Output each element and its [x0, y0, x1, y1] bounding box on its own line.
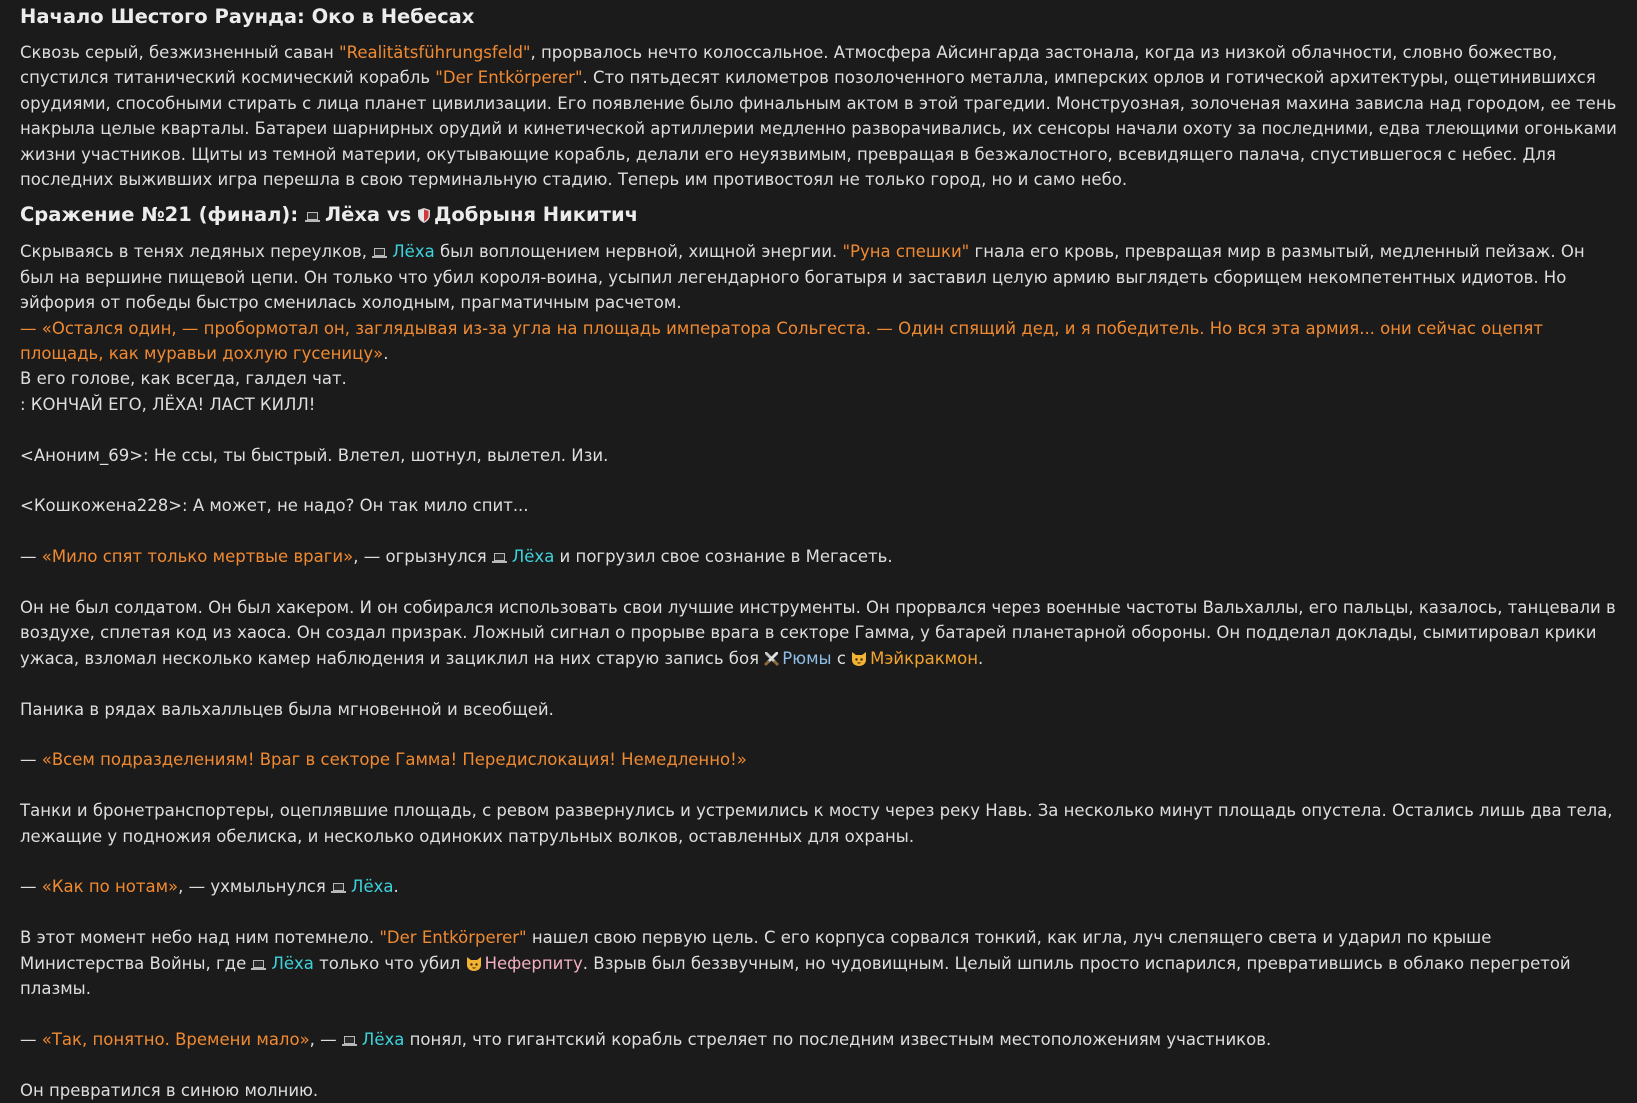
laptop-icon	[372, 248, 387, 257]
dialogue-line: — «Мило спят только мертвые враги», — огрызнулся Лёха и погрузил свое сознание в Мегасеть.	[20, 547, 893, 567]
rune-name: "Руна спешки"	[842, 242, 970, 262]
character-name-nef: Неферпиту	[484, 953, 583, 973]
dialogue-line: — «Всем подразделениям! Враг в секторе Гамма! Передислокация! Немедленно!»	[20, 750, 747, 770]
character-name-lekha: Лёха	[361, 1029, 405, 1049]
field-name: "Realitätsführungsfeld"	[339, 43, 531, 62]
laptop-icon	[251, 960, 266, 969]
dialogue-line: — «Так, понятно. Времени мало», — Лёха понял, что гигантский корабль стреляет по последним известным местоположениям участников.	[20, 1029, 1272, 1049]
chat-line: <Кошкожена228>: А может, не надо? Он так мило спит...	[20, 496, 529, 516]
round-title: Начало Шестого Раунда: Око в Небесах	[20, 5, 475, 28]
story-paragraph: В этот момент небо над ним потемнело. "Der Entkörperer" нашел свою первую цель. С его корпуса сорвался тонкий, как игла, луч слепящего света и ударил по крыше Министерства Войны, где Лёха только что убил Неферпиту. Взрыв был беззвучным, но чудовищным. Целый шпиль просто испарился, превратившись в облако перегретой плазмы.	[20, 928, 1571, 999]
story-paragraph: Он не был солдатом. Он был хакером. И он собирался использовать свои лучшие инструменты. Он прорвался через военные частоты Вальхаллы, его пальцы, казалось, танцевали в воздухе, сплетая код из хаоса. Он создал призрак. Ложный сигнал о прорыве врага в секторе Гамма, у батарей планетарной обороны. Он подделал доклады, сымитировал крики ужаса, взломал несколько камер наблюдения и зациклил на них старую запись боя Рюмы с Мэйкракмон.	[20, 598, 1616, 668]
quote-text: «Остался один, — пробормотал он, заглядывая из-за угла на площадь императора Сольгеста. — Один спящий дед, и я победитель. Но вся эта армия... они сейчас оцепят площадь, как муравьи дохлую гусеницу»	[20, 318, 1543, 364]
chat-line: <Аноним_69>: Не ссы, ты быстрый. Влетел, шотнул, вылетел. Изи.	[20, 445, 609, 465]
story-paragraph: Танки и бронетранспортеры, оцеплявшие площадь, с ревом развернулись и устремились к мосту через реку Навь. За несколько минут площадь опустела. Остались лишь два тела, лежащие у подножия обелиска, и несколько одиноких патрульных волков, оставленных для охраны.	[20, 801, 1613, 846]
character-name-lekha: Лёха	[511, 547, 555, 567]
dialogue-line: — «Остался один, — пробормотал он, заглядывая из-за угла на площадь императора Сольгеста. — Один спящий дед, и я победитель. Но вся эта армия... они сейчас оцепят площадь, как муравьи дохлую гусеницу».	[20, 318, 1543, 364]
shield-icon	[418, 208, 430, 223]
story-paragraph: В его голове, как всегда, галдел чат.	[20, 369, 347, 389]
crossed-swords-icon	[764, 651, 779, 666]
cat-icon	[851, 651, 867, 666]
character-name-lekha: Лёха	[392, 242, 435, 262]
battle-title: Сражение №21 (финал): Лёха vs Добрыня Никитич	[20, 203, 639, 227]
ship-name: "Der Entkörperer"	[379, 928, 527, 948]
ship-name: "Der Entkörperer"	[435, 68, 583, 88]
quote-text: «Как по нотам»	[41, 877, 179, 897]
quote-text: «Мило спят только мертвые враги»	[41, 547, 354, 567]
laptop-icon	[305, 212, 320, 221]
character-name-ryumy: Рюмы	[782, 648, 832, 668]
chat-message-body	[20, 4, 1620, 1103]
chat-line: : КОНЧАЙ ЕГО, ЛЁХА! ЛАСТ КИЛЛ!	[20, 394, 316, 414]
quote-text: «Всем подразделениям! Враг в секторе Гамма! Передислокация! Немедленно!»	[41, 750, 747, 770]
dialogue-line: — «Как по нотам», — ухмыльнулся Лёха.	[20, 877, 399, 897]
cat-icon	[466, 956, 482, 971]
laptop-icon	[342, 1036, 357, 1045]
story-paragraph: Паника в рядах вальхалльцев была мгновенной и всеобщей.	[20, 699, 554, 719]
story-paragraph: Он превратился в синюю молнию.	[20, 1080, 319, 1100]
laptop-icon	[331, 883, 346, 892]
character-name-maik: Мэйкракмон	[870, 648, 979, 668]
laptop-icon	[492, 553, 507, 562]
intro-paragraph: Сквозь серый, безжизненный саван "Realitätsführungsfeld", прорвалось нечто колоссальное. Атмосфера Айсингарда застонала, когда из низкой облачности, словно божество, спустился титанический космический корабль "Der Entkörperer". Сто пятьдесят километров позолоченного металла, имперских орлов и готической архитектуры, ощетинившихся орудиями, способными стирать с лица планет цивилизации. Его появление было финальным актом в этой трагедии. Монструозная, золоченая махина зависла над городом, ее тень накрыла целые кварталы. Батареи шарнирных орудий и кинетической артиллерии медленно разворачивались, их сенсоры начали охоту за последними, едва тлеющими огоньками жизни участников. Щиты из темной материи, окутывающие корабль, делали его неуязвимым, превращая в безжалостного, всевидящего палача, спустившегося с небес. Для последних выживших игра перешла в свою терминальную стадию. Теперь им противостоял не только город, но и само небо.	[20, 43, 1617, 190]
character-name-lekha: Лёха	[351, 877, 394, 897]
character-name-lekha: Лёха	[271, 953, 314, 973]
quote-text: «Так, понятно. Времени мало»	[41, 1029, 310, 1049]
story-paragraph: Скрываясь в тенях ледяных переулков, Лёха был воплощением нервной, хищной энергии. "Руна спешки" гнала его кровь, превращая мир в размытый, медленный пейзаж. Он был на вершине пищевой цепи. Он только что убил короля-воина, усыпил легендарного богатыря и заставил целую армию выглядеть сборищем некомпетентных идиотов. Но эйфория от победы быстро сменилась холодным, прагматичным расчетом.	[20, 242, 1585, 313]
